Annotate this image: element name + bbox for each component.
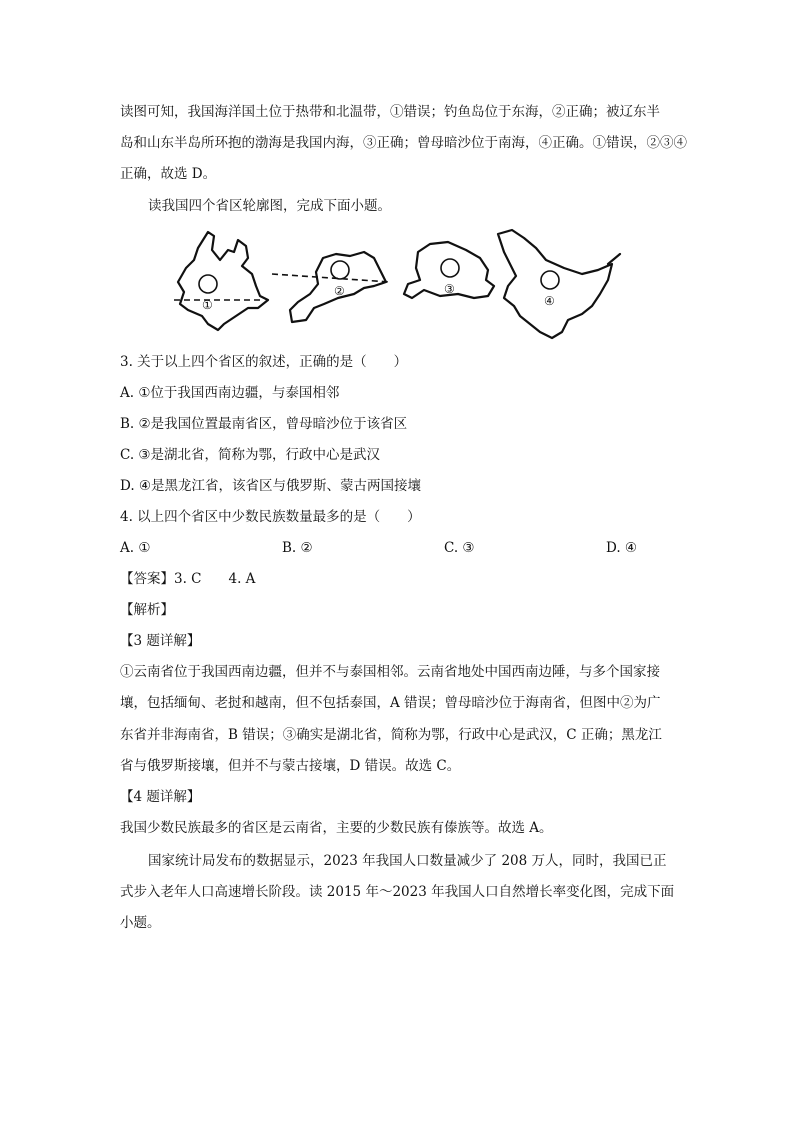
q4-detail-heading: 【4 题详解】 (120, 789, 201, 805)
question-4-option-c: C. ③ (444, 540, 475, 556)
province-label-4: ④ (544, 294, 555, 308)
province-1-outline (178, 232, 268, 330)
answer-line: 【答案】3. C 4. A (120, 571, 256, 587)
question-4-option-b: B. ② (282, 540, 313, 556)
paragraph-line: 正确，故选 D。 (120, 166, 217, 182)
question-3-option-b: B. ②是我国位置最南省区，曾母暗沙位于该省区 (120, 416, 408, 432)
question-4-option-d: D. ④ (606, 540, 638, 556)
province-2-outline (290, 252, 386, 322)
question-3-stem: 3. 关于以上四个省区的叙述，正确的是（ ） (120, 354, 408, 370)
province-3-outline (404, 242, 494, 298)
question-3-option-d: D. ④是黑龙江省，该省区与俄罗斯、蒙古两国接壤 (120, 478, 422, 494)
q3-detail-line: 壤，包括缅甸、老挝和越南，但不包括泰国，A 错误；曾母暗沙位于海南省，但图中②为广 (120, 695, 661, 711)
province-outline-map (168, 224, 628, 344)
question-3-option-c: C. ③是湖北省，简称为鄂，行政中心是武汉 (120, 447, 381, 463)
province-4-outline (498, 230, 612, 338)
paragraph-line: 岛和山东半岛所环抱的渤海是我国内海，③正确；曾母暗沙位于南海，④正确。①错误，②③④ (120, 135, 687, 151)
province-label-3: ③ (444, 282, 455, 296)
boundary-arrow (608, 254, 620, 264)
paragraph-line: 读图可知，我国海洋国土位于热带和北温带，①错误；钓鱼岛位于东海，②正确；被辽东半 (120, 104, 660, 120)
next-intro-line: 小题。 (120, 915, 161, 931)
next-intro-line: 式步入老年人口高速增长阶段。读 2015 年～2023 年我国人口自然增长率变化图，完成下面 (120, 884, 675, 900)
next-intro-line: 国家统计局发布的数据显示，2023 年我国人口数量减少了 208 万人，同时，我国已正 (148, 853, 667, 869)
question-4-options (120, 538, 680, 558)
label-circle-4 (541, 271, 559, 289)
province-label-2: ② (334, 284, 345, 298)
question-4-option-a: A. ① (120, 540, 151, 556)
question-3-option-a: A. ①位于我国西南边疆，与泰国相邻 (120, 385, 340, 401)
province-label-1: ① (202, 298, 213, 312)
q3-detail-line: ①云南省位于我国西南边疆，但并不与泰国相邻。云南省地处中国西南边陲，与多个国家接 (120, 664, 660, 680)
label-circle-1 (199, 275, 217, 293)
q4-detail-line: 我国少数民族最多的省区是云南省，主要的少数民族有傣族等。故选 A。 (120, 820, 553, 836)
analysis-heading: 【解析】 (120, 602, 174, 618)
q3-detail-line: 东省并非海南省，B 错误；③确实是湖北省，简称为鄂，行政中心是武汉，C 正确；黑龙江 (120, 727, 662, 743)
q3-detail-line: 省与俄罗斯接壤，但并不与蒙古接壤，D 错误。故选 C。 (120, 758, 461, 774)
question-4-stem: 4. 以上四个省区中少数民族数量最多的是（ ） (120, 509, 421, 525)
label-circle-2 (331, 261, 349, 279)
label-circle-3 (441, 259, 459, 277)
province-outline-figure (168, 224, 628, 344)
question-intro: 读我国四个省区轮廓图，完成下面小题。 (148, 198, 391, 214)
tropic-dashed-line-2 (272, 274, 390, 282)
q3-detail-heading: 【3 题详解】 (120, 633, 201, 649)
